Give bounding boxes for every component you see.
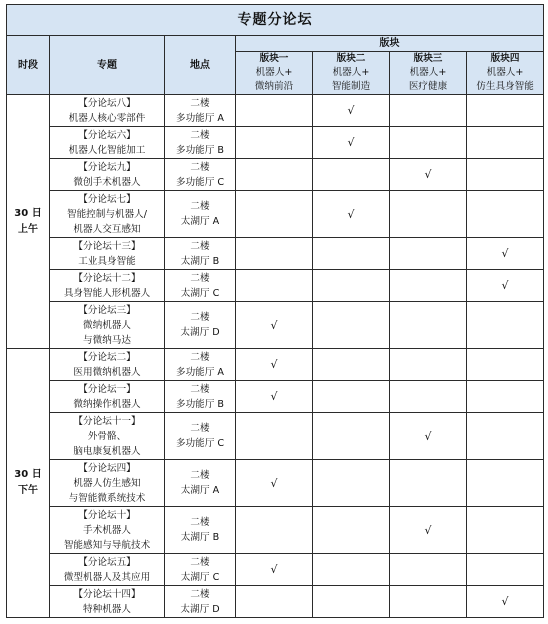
forum-topic-line: 智能感知与导航技术 — [63, 539, 151, 551]
venue-line: 多功能厅 B — [175, 398, 224, 410]
table-row — [7, 349, 544, 381]
block-desc-line: 仿生具身智能 — [476, 81, 534, 92]
period-line: 上午 — [18, 223, 38, 235]
forum-topic-line: 特种机器人 — [83, 603, 131, 615]
forum-topic-cell — [50, 460, 165, 507]
block-4-cell — [467, 270, 544, 302]
venue-line: 太湖厅 D — [180, 327, 220, 338]
period-cell — [7, 349, 50, 618]
forum-venue-cell — [165, 127, 236, 159]
block-2-cell — [313, 270, 390, 302]
table-row — [7, 507, 544, 554]
block-3-cell — [390, 554, 467, 586]
forum-topic-line: 与微纳马达 — [83, 334, 131, 346]
block-3-cell — [390, 95, 467, 127]
venue-line: 二楼 — [190, 588, 210, 600]
venue-line: 二楼 — [190, 383, 210, 395]
check-mark: √ — [424, 168, 432, 181]
forum-topic-line: 工业具身智能 — [78, 255, 136, 267]
forum-venue-cell — [165, 460, 236, 507]
forum-venue-cell — [165, 586, 236, 618]
table-row — [7, 554, 544, 586]
forum-topic-cell — [50, 270, 165, 302]
forum-topic-cell — [50, 238, 165, 270]
block-name: 版块二 — [336, 53, 366, 64]
venue-line: 太湖厅 B — [180, 255, 220, 267]
block-3-cell — [390, 159, 467, 191]
forum-topic-line: 微纳操作机器人 — [73, 398, 141, 410]
forum-topic-line: 微型机器人及其应用 — [63, 571, 151, 583]
block-1-cell — [236, 460, 313, 507]
block-desc-line: 机器人+ — [486, 67, 524, 78]
table-row — [7, 270, 544, 302]
venue-line: 太湖厅 D — [180, 603, 220, 615]
block-1-cell — [236, 413, 313, 460]
forum-venue-cell — [165, 159, 236, 191]
block-3-cell — [390, 238, 467, 270]
block-name: 版块一 — [259, 53, 289, 64]
block-3-cell — [390, 127, 467, 159]
venue-line: 多功能厅 C — [175, 438, 225, 449]
venue-line: 多功能厅 A — [176, 112, 224, 124]
block-1-cell — [236, 381, 313, 413]
check-mark: √ — [424, 523, 432, 537]
forum-topic-line: 【分论坛八】 — [78, 97, 136, 109]
check-mark: √ — [270, 563, 278, 576]
block-1-cell — [236, 586, 313, 618]
forum-topic-line: 【分论坛六】 — [78, 129, 136, 141]
forum-topic-cell — [50, 191, 165, 238]
forum-topic-line: 外骨骼、 — [87, 430, 127, 442]
forum-topic-cell — [50, 586, 165, 618]
venue-line: 二楼 — [190, 556, 210, 568]
venue-line: 二楼 — [190, 129, 210, 141]
block-1-cell — [236, 270, 313, 302]
forum-topic-cell — [50, 95, 165, 127]
forum-topic-line: 【分论坛三】 — [78, 304, 136, 316]
forum-topic-line: 【分论坛一】 — [78, 383, 136, 395]
venue-line: 多功能厅 A — [176, 366, 224, 378]
block-2-cell — [313, 159, 390, 191]
forum-topic-line: 机器人交互感知 — [73, 223, 141, 235]
block-4-cell — [467, 381, 544, 413]
forum-topic-line: 【分论坛七】 — [78, 193, 136, 205]
block-4-cell — [467, 413, 544, 460]
forum-venue-cell — [165, 191, 236, 238]
block-name: 版块四 — [490, 53, 520, 64]
table-row — [7, 191, 544, 238]
forum-topic-line: 医用微纳机器人 — [73, 366, 141, 378]
forum-venue-cell — [165, 349, 236, 381]
header-period: 时段 — [7, 36, 50, 95]
block-3-cell — [390, 413, 467, 460]
venue-line: 太湖厅 C — [180, 287, 220, 299]
block-desc-line: 智能制造 — [331, 81, 371, 92]
forum-topic-line: 微纳机器人 — [83, 319, 131, 331]
forum-topic-line: 与智能微系统技术 — [68, 492, 146, 504]
block-4-cell — [467, 159, 544, 191]
block-1-cell — [236, 302, 313, 349]
venue-line: 太湖厅 A — [180, 485, 220, 496]
check-mark: √ — [270, 358, 278, 371]
block-3-cell — [390, 381, 467, 413]
forum-topic-line: 机器人仿生感知 — [73, 477, 141, 489]
header-block-2 — [313, 52, 390, 95]
block-name: 版块三 — [413, 53, 443, 64]
forum-topic-line: 机器人核心零部件 — [68, 112, 146, 124]
check-mark: √ — [501, 279, 509, 292]
forum-topic-cell — [50, 127, 165, 159]
check-mark: √ — [424, 429, 432, 443]
forum-venue-cell — [165, 302, 236, 349]
check-mark: √ — [270, 476, 278, 490]
forum-table — [6, 4, 544, 618]
block-3-cell — [390, 191, 467, 238]
forum-topic-line: 智能控制与机器人/ — [67, 208, 147, 220]
block-2-cell — [313, 95, 390, 127]
block-1-cell — [236, 349, 313, 381]
check-mark: √ — [501, 247, 509, 260]
block-2-cell — [313, 460, 390, 507]
period-line: 30 日 — [14, 469, 42, 480]
block-1-cell — [236, 95, 313, 127]
forum-venue-cell — [165, 238, 236, 270]
period-line: 下午 — [18, 485, 38, 496]
table-row — [7, 127, 544, 159]
block-desc-line: 医疗健康 — [408, 81, 448, 92]
block-3-cell — [390, 270, 467, 302]
table-row — [7, 302, 544, 349]
forum-topic-line: 【分论坛十三】 — [73, 240, 141, 252]
venue-line: 二楼 — [190, 97, 210, 109]
forum-topic-cell — [50, 381, 165, 413]
forum-topic-line: 机器人化智能加工 — [68, 144, 146, 156]
venue-line: 二楼 — [190, 240, 210, 252]
block-4-cell — [467, 302, 544, 349]
forum-topic-line: 具身智能人形机器人 — [63, 287, 151, 299]
forum-venue-cell — [165, 381, 236, 413]
block-2-cell — [313, 554, 390, 586]
forum-topic-cell — [50, 159, 165, 191]
block-4-cell — [467, 95, 544, 127]
venue-line: 太湖厅 B — [180, 532, 220, 543]
table-row — [7, 95, 544, 127]
block-3-cell — [390, 349, 467, 381]
forum-topic-line: 脑电康复机器人 — [73, 445, 141, 457]
block-1-cell — [236, 191, 313, 238]
table-row — [7, 586, 544, 618]
venue-line: 二楼 — [190, 351, 210, 363]
block-2-cell — [313, 302, 390, 349]
block-4-cell — [467, 460, 544, 507]
venue-line: 二楼 — [190, 517, 210, 528]
block-2-cell — [313, 349, 390, 381]
venue-line: 太湖厅 A — [180, 216, 220, 227]
venue-line: 二楼 — [190, 470, 210, 481]
block-desc-line: 机器人+ — [255, 67, 293, 78]
period-line: 30 日 — [14, 207, 42, 219]
check-mark: √ — [501, 595, 509, 608]
table-row — [7, 238, 544, 270]
venue-line: 二楼 — [190, 423, 210, 434]
block-2-cell — [313, 413, 390, 460]
block-4-cell — [467, 127, 544, 159]
table-title: 专题分论坛 — [7, 5, 544, 36]
table-row — [7, 413, 544, 460]
check-mark: √ — [347, 136, 355, 149]
block-1-cell — [236, 127, 313, 159]
header-block-group: 版块 — [236, 36, 544, 52]
header-block-3 — [390, 52, 467, 95]
forum-topic-line: 【分论坛二】 — [78, 351, 136, 363]
forum-venue-cell — [165, 507, 236, 554]
forum-schedule — [6, 4, 543, 618]
table-row — [7, 381, 544, 413]
venue-line: 二楼 — [190, 161, 210, 173]
forum-venue-cell — [165, 554, 236, 586]
table-row — [7, 460, 544, 507]
forum-topic-cell — [50, 507, 165, 554]
venue-line: 二楼 — [190, 201, 210, 212]
forum-topic-line: 手术机器人 — [83, 524, 131, 536]
venue-line: 太湖厅 C — [180, 571, 220, 583]
forum-topic-line: 【分论坛十一】 — [73, 415, 141, 427]
forum-topic-cell — [50, 302, 165, 349]
forum-topic-line: 【分论坛四】 — [78, 462, 136, 474]
block-3-cell — [390, 460, 467, 507]
forum-topic-line: 【分论坛十】 — [78, 509, 136, 521]
check-mark: √ — [270, 390, 278, 403]
header-block-1 — [236, 52, 313, 95]
block-1-cell — [236, 159, 313, 191]
block-3-cell — [390, 586, 467, 618]
block-4-cell — [467, 191, 544, 238]
forum-topic-cell — [50, 349, 165, 381]
header-topic: 专题 — [50, 36, 165, 95]
block-4-cell — [467, 586, 544, 618]
venue-line: 多功能厅 C — [175, 176, 225, 188]
forum-topic-line: 【分论坛九】 — [78, 161, 136, 173]
block-4-cell — [467, 507, 544, 554]
check-mark: √ — [347, 104, 355, 117]
forum-topic-cell — [50, 413, 165, 460]
block-4-cell — [467, 554, 544, 586]
block-1-cell — [236, 238, 313, 270]
block-desc-line: 机器人+ — [332, 67, 370, 78]
forum-topic-line: 【分论坛十四】 — [73, 588, 141, 600]
block-1-cell — [236, 507, 313, 554]
forum-topic-cell — [50, 554, 165, 586]
block-2-cell — [313, 238, 390, 270]
block-2-cell — [313, 381, 390, 413]
venue-line: 多功能厅 B — [175, 144, 224, 156]
block-4-cell — [467, 238, 544, 270]
venue-line: 二楼 — [190, 312, 210, 323]
table-row — [7, 159, 544, 191]
block-2-cell — [313, 586, 390, 618]
block-3-cell — [390, 302, 467, 349]
block-desc-line: 微纳前沿 — [254, 81, 294, 92]
forum-topic-line: 微创手术机器人 — [73, 176, 141, 188]
block-2-cell — [313, 127, 390, 159]
header-block-4 — [467, 52, 544, 95]
period-cell — [7, 95, 50, 349]
block-2-cell — [313, 507, 390, 554]
venue-line: 二楼 — [190, 272, 210, 284]
header-venue: 地点 — [165, 36, 236, 95]
block-2-cell — [313, 191, 390, 238]
block-4-cell — [467, 349, 544, 381]
forum-venue-cell — [165, 270, 236, 302]
block-desc-line: 机器人+ — [409, 67, 447, 78]
forum-venue-cell — [165, 95, 236, 127]
forum-topic-line: 【分论坛十二】 — [73, 272, 141, 284]
block-3-cell — [390, 507, 467, 554]
forum-venue-cell — [165, 413, 236, 460]
check-mark: √ — [270, 318, 278, 332]
forum-topic-line: 【分论坛五】 — [78, 556, 136, 568]
check-mark: √ — [347, 207, 355, 221]
block-1-cell — [236, 554, 313, 586]
